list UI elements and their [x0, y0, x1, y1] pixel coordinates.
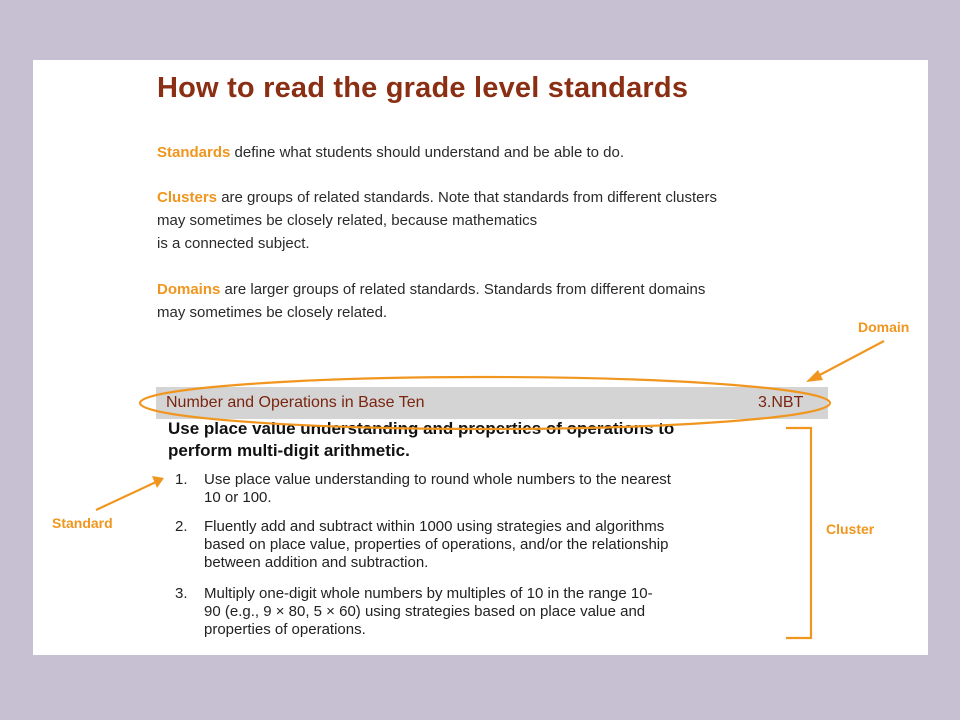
standards-term: Standards [157, 144, 231, 161]
standard-3-line-1: Multiply one-digit whole numbers by multiples of 10 in the range 10- [204, 585, 653, 602]
standard-2-line-2: based on place value, properties of operations, and/or the relationship [204, 536, 669, 553]
standard-3-line-3: properties of operations. [204, 621, 366, 638]
cluster-heading-line-1: Use place value understanding and properties of operations to [168, 419, 675, 438]
standard-2-number: 2. [175, 518, 188, 535]
domain-highlight-ellipse [140, 377, 830, 429]
cluster-callout-label: Cluster [826, 521, 875, 537]
standard-1-number: 1. [175, 471, 188, 488]
standard-callout-label: Standard [52, 515, 113, 531]
domains-definition-line-1: are larger groups of related standards. Standards from different domains [220, 281, 706, 298]
standard-1-line-2: 10 or 100. [204, 489, 272, 506]
domain-code: 3.NBT [758, 394, 804, 411]
domains-definition-line-2: may sometimes be closely related. [157, 304, 388, 321]
standards-definition-line-1: define what students should understand and be able to do. [230, 144, 624, 161]
clusters-term: Clusters [157, 189, 218, 206]
clusters-definition-line-3: is a connected subject. [157, 235, 310, 252]
clusters-definition-line-2: may sometimes be closely related, because mathematics [157, 212, 538, 229]
domain-name: Number and Operations in Base Ten [166, 394, 425, 411]
standard-3-line-2: 90 (e.g., 9 × 80, 5 × 60) using strategies based on place value and [204, 603, 646, 620]
domains-term: Domains [157, 281, 221, 298]
standard-2-line-1: Fluently add and subtract within 1000 using strategies and algorithms [204, 518, 665, 535]
clusters-definition-line-1: are groups of related standards. Note that standards from different clusters [217, 189, 718, 206]
cluster-heading-line-2: perform multi-digit arithmetic. [168, 441, 410, 460]
standard-3-number: 3. [175, 585, 188, 602]
standard-2-line-3: between addition and subtraction. [204, 554, 429, 571]
cluster-bracket [786, 428, 811, 638]
page-title: How to read the grade level standards [157, 72, 689, 104]
standard-arrow-icon [96, 476, 164, 510]
domain-callout-label: Domain [858, 319, 910, 335]
domain-arrow-icon [806, 341, 884, 382]
standard-1-line-1: Use place value understanding to round whole numbers to the nearest [204, 471, 671, 488]
